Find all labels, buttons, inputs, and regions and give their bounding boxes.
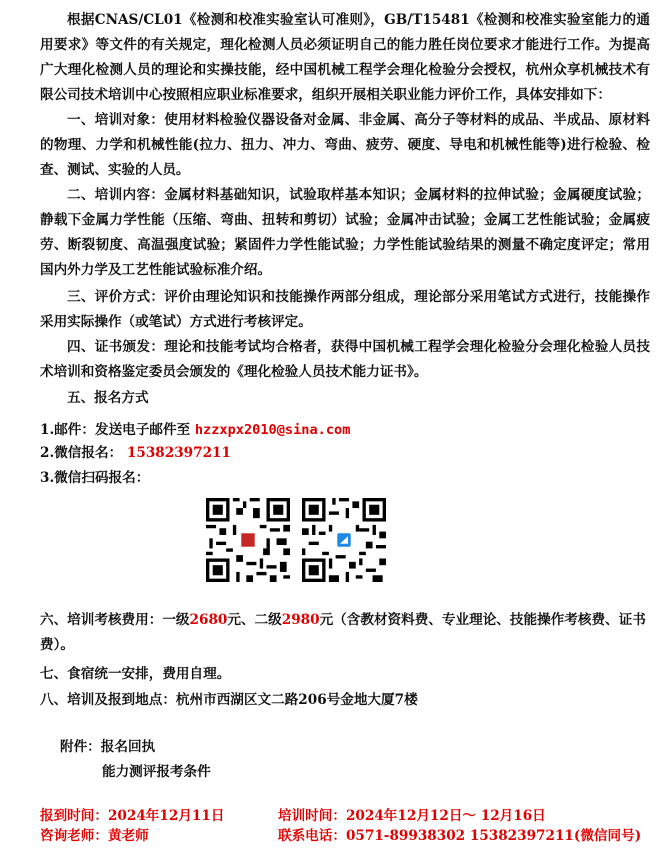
- registration-email-line: [40, 418, 350, 443]
- section-fee-line: [40, 608, 646, 633]
- section-location: 八、培训及报到地点：杭州市西湖区文二路206号金地大厦7楼: [40, 692, 418, 708]
- registration-wechat-number: 15382397211: [126, 445, 231, 461]
- registration-scan-label: 3.微信扫码报名：: [40, 470, 150, 486]
- fee-prefix: 六、培训考核费用：一级: [40, 612, 190, 628]
- section-registration-title: 五、报名方式: [67, 390, 149, 406]
- contact-teacher: 咨询老师：黄老师: [40, 828, 149, 844]
- registration-wechat-label: 2.微信报名：: [40, 445, 123, 461]
- section-training-content: 二、培训内容：金属材料基础知识，试验取样基本知识；金属材料的拉伸试验；金属硬度试验；静载下金属力学性能（压缩、弯曲、扭转和剪切）试验；金属冲击试验；金属工艺性能试验；金属疲劳、断裂韧度、高温强度试验；紧固件力学性能试验；力学性能试验结果的测量不确定度评定；常用国内外力学及工艺性能试验标准介绍。: [40, 187, 650, 278]
- checkin-time: 报到时间：2024年12月11日: [40, 808, 225, 824]
- fee-level1: 2680: [189, 612, 228, 628]
- qr-code-left[interactable]: [206, 498, 290, 582]
- attachment-item-conditions: 能力测评报考条件: [102, 764, 211, 780]
- section-accommodation: 七、食宿统一安排，费用自理。: [40, 666, 231, 682]
- fee-mid: 元、二级: [227, 612, 282, 628]
- section-training-target: 一、培训对象：使用材料检验仪器设备对金属、非金属、高分子等材料的成品、半成品、原材料的物理、力学和机械性能(拉力、扭力、冲力、弯曲、疲劳、硬度、导电和机械性能等)进行检验、检查、测试、实验的人员。: [40, 112, 650, 178]
- intro-paragraph: 根据CNAS/CL01《检测和校准实验室认可准则》，GB/T15481《检测和校准实验室能力的通用要求》等文件的有关规定，理化检测人员必须证明自己的能力胜任岗位要求才能进行工作。为提高广大理化检测人员的理论和实操技能，经中国机械工程学会理化检验分会授权，杭州众享机械技术有限公司技术培训中心按照相应职业标准要求，组织开展相关职业能力评价工作，具体安排如下：: [40, 12, 650, 103]
- fee-suffix-part1: 元（含教材资料费、专业理论、技能操作考核费、证书: [319, 612, 646, 628]
- fee-level2: 2980: [281, 612, 320, 628]
- section-evaluation-method: 三、评价方式：评价由理论知识和技能操作两部分组成，理论部分采用笔试方式进行，技能操作采用实际操作（或笔试）方式进行考核评定。: [40, 289, 650, 330]
- qr-code-right[interactable]: [302, 498, 386, 582]
- contact-phone: 联系电话：0571-89938302 15382397211(微信同号): [278, 828, 642, 844]
- fee-suffix-part2: 费）。: [40, 637, 74, 653]
- registration-email-label: 1.邮件：发送电子邮件至: [40, 422, 191, 438]
- section-certificate: 四、证书颁发：理论和技能考试均合格者，获得中国机械工程学会理化检验分会理化检验人员技术培训和资格鉴定委员会颁发的《理化检验人员技术能力证书》。: [40, 339, 650, 380]
- training-time: 培训时间：2024年12月12日～ 12月16日: [278, 808, 546, 824]
- attachment-label: 附件：报名回执: [60, 739, 156, 755]
- registration-email-link[interactable]: hzzxpx2010@sina.com: [194, 422, 351, 438]
- registration-wechat-line: [40, 441, 231, 466]
